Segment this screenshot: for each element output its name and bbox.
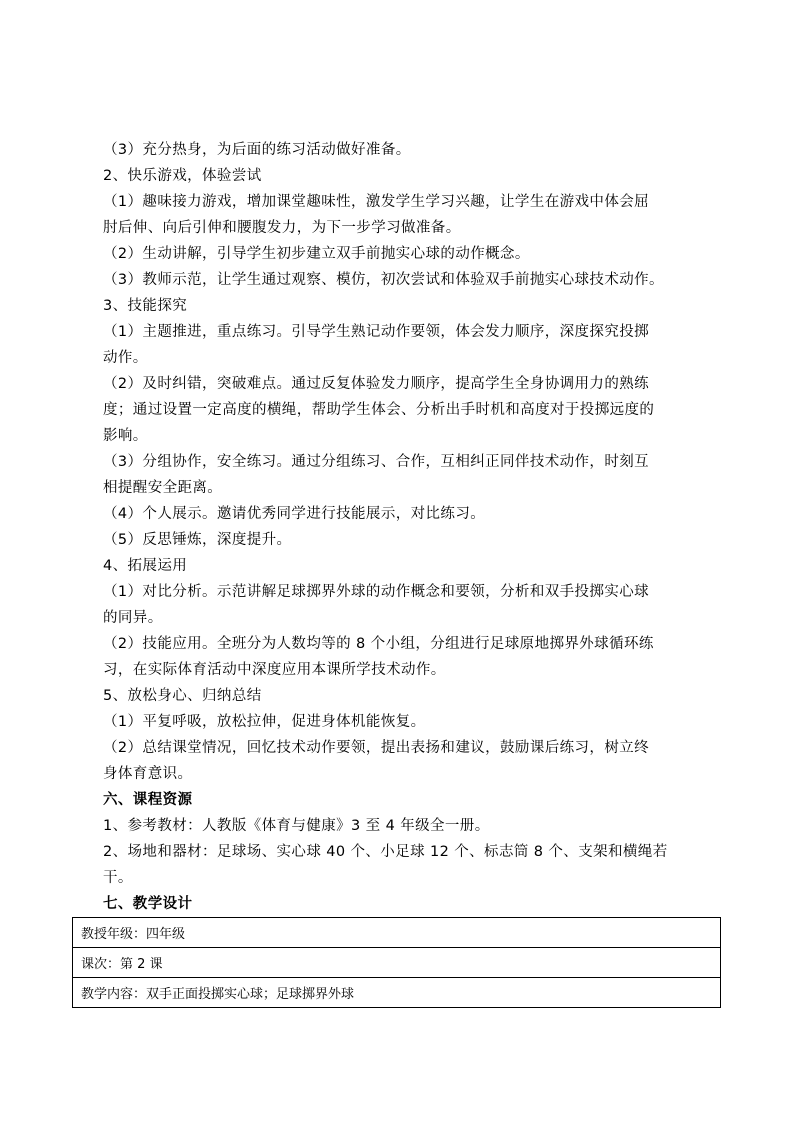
text-line: 5、放松身心、归纳总结	[103, 688, 262, 704]
text-line: （1）趣味接力游戏，增加课堂趣味性，激发学生学习兴趣，让学生在游戏中体会屈	[103, 194, 650, 210]
section-heading: 七、教学设计	[103, 896, 193, 912]
text-line: （2）及时纠错，突破难点。通过反复体验发力顺序，提高学生全身协调用力的熟练	[103, 376, 650, 392]
text-line: 2、场地和器材：足球场、实心球 40 个、小足球 12 个、标志筒 8 个、支架和横绳若	[103, 844, 668, 860]
text-line: （2）技能应用。全班分为人数均等的 8 个小组，分组进行足球原地掷界外球循环练	[103, 636, 654, 652]
body-text	[103, 137, 698, 917]
text-line: 身体育意识。	[103, 766, 193, 782]
text-line: （3）充分热身，为后面的练习活动做好准备。	[103, 142, 411, 158]
text-line: （5）反思锤炼，深度提升。	[103, 532, 292, 548]
lesson-number-cell: 课次：第 2 课	[73, 948, 721, 978]
text-line: 干。	[103, 870, 133, 886]
text-line: 4、拓展运用	[103, 558, 188, 574]
text-line: 相提醒安全距离。	[103, 480, 223, 496]
text-line: （3）教师示范，让学生通过观察、模仿，初次尝试和体验双手前抛实心球技术动作。	[103, 272, 664, 288]
text-line: （2）生动讲解，引导学生初步建立双手前抛实心球的动作概念。	[103, 246, 530, 262]
section-heading: 六、课程资源	[103, 792, 193, 808]
text-line: 习，在实际体育活动中深度应用本课所学技术动作。	[103, 662, 446, 678]
teaching-design-table	[72, 917, 721, 1008]
text-line: 动作。	[103, 350, 148, 366]
text-line: （1）主题推进，重点练习。引导学生熟记动作要领，体会发力顺序，深度探究投掷	[103, 324, 650, 340]
text-line: 3、技能探究	[103, 298, 188, 314]
text-line: 1、参考教材：人教版《体育与健康》3 至 4 年级全一册。	[103, 818, 490, 834]
text-line: 的同异。	[103, 610, 163, 626]
grade-cell: 教授年级：四年级	[73, 918, 721, 948]
text-line: （4）个人展示。邀请优秀同学进行技能展示，对比练习。	[103, 506, 486, 522]
text-line: 2、快乐游戏，体验尝试	[103, 168, 262, 184]
text-line: （3）分组协作，安全练习。通过分组练习、合作，互相纠正同伴技术动作，时刻互	[103, 454, 650, 470]
table-row	[73, 978, 721, 1008]
table-row	[73, 948, 721, 978]
table-row	[73, 918, 721, 948]
text-line: （1）平复呼吸，放松拉伸，促进身体机能恢复。	[103, 714, 426, 730]
text-line: 度；通过设置一定高度的横绳，帮助学生体会、分析出手时机和高度对于投掷远度的	[103, 402, 655, 418]
text-line: 影响。	[103, 428, 148, 444]
text-line: （1）对比分析。示范讲解足球掷界外球的动作概念和要领，分析和双手投掷实心球	[103, 584, 650, 600]
text-line: 肘后伸、向后引伸和腰腹发力，为下一步学习做准备。	[103, 220, 461, 236]
text-line: （2）总结课堂情况，回忆技术动作要领，提出表扬和建议，鼓励课后练习，树立终	[103, 740, 650, 756]
teaching-content-cell: 教学内容：双手正面投掷实心球；足球掷界外球	[73, 978, 721, 1008]
